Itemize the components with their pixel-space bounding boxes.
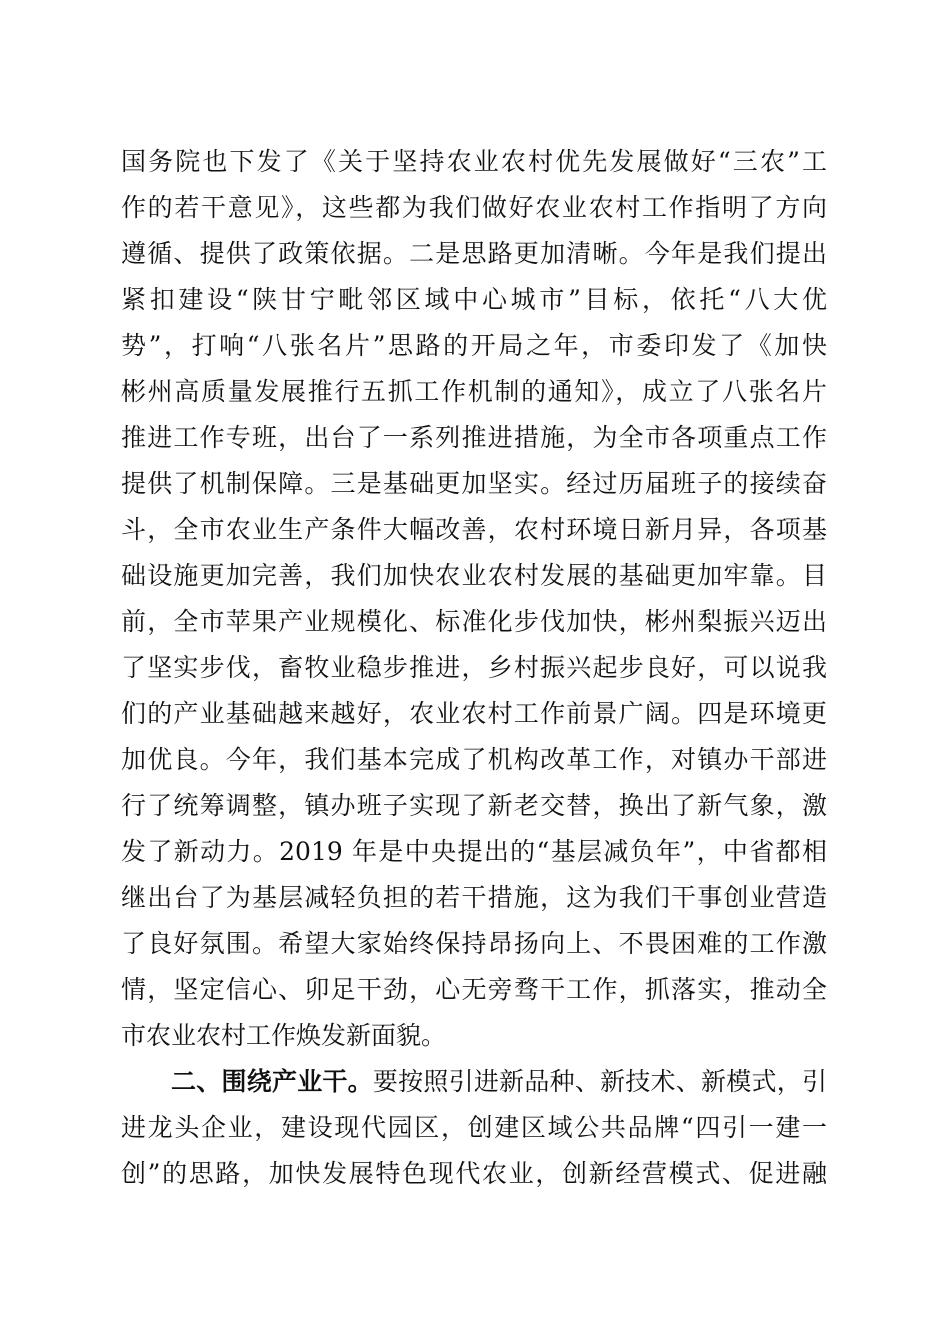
text-line: 推进工作专班，出台了一系列推进措施，为全市各项重点工作 (121, 423, 827, 452)
text-line: 行了统筹调整，镇办班子实现了新老交替，换出了新气象，激 (121, 791, 827, 820)
text-line: 市农业农村工作焕发新面貌。 (121, 1021, 447, 1050)
text-line: 国务院也下发了《关于坚持农业农村优先发展做好“三农”工 (121, 147, 827, 176)
text-line: 前，全市苹果产业规模化、标准化步伐加快，彬州梨振兴迈出 (121, 607, 827, 636)
text-line: 们的产业基础越来越好，农业农村工作前景广阔。四是环境更 (121, 699, 827, 728)
section-2-first-line-text: 要按照引进新品种、新技术、新模式，引 (372, 1067, 827, 1096)
text-line: 彬州高质量发展推行五抓工作机制的通知》，成立了八张名片 (121, 377, 827, 406)
text-line: 加优良。今年，我们基本完成了机构改革工作，对镇办干部进 (121, 745, 827, 774)
text-line: 础设施更加完善，我们加快农业农村发展的基础更加牢靠。目 (121, 561, 827, 590)
text-line: 了坚实步伐，畜牧业稳步推进，乡村振兴起步良好，可以说我 (121, 653, 827, 682)
text-line: 斗，全市农业生产条件大幅改善，农村环境日新月异，各项基 (121, 515, 827, 544)
text-line: 作的若干意见》，这些都为我们做好农业农村工作指明了方向 (121, 193, 827, 222)
text-line: 势”，打响“八张名片”思路的开局之年，市委印发了《加快 (121, 331, 827, 360)
text-line: 创”的思路，加快发展特色现代农业，创新经营模式、促进融 (121, 1159, 827, 1188)
text-line: 遵循、提供了政策依据。二是思路更加清晰。今年是我们提出 (121, 239, 827, 268)
text-line: 进龙头企业，建设现代园区，创建区域公共品牌“四引一建一 (121, 1113, 827, 1142)
text-line: 发了新动力。2019 年是中央提出的“基层减负年”，中省都相 (121, 837, 827, 866)
text-line: 继出台了为基层减轻负担的若干措施，这为我们干事创业营造 (121, 883, 827, 912)
section-2-first-line (171, 1059, 827, 1105)
text-line: 提供了机制保障。三是基础更加坚实。经过历届班子的接续奋 (121, 469, 827, 498)
text-line: 紧扣建设“陕甘宁毗邻区域中心城市”目标，依托“八大优 (121, 285, 827, 314)
text-line: 情，坚定信心、卯足干劲，心无旁骛干工作，抓落实，推动全 (121, 975, 827, 1004)
section-heading: 二、围绕产业干。 (171, 1067, 373, 1096)
text-line: 了良好氛围。希望大家始终保持昂扬向上、不畏困难的工作激 (121, 929, 827, 958)
